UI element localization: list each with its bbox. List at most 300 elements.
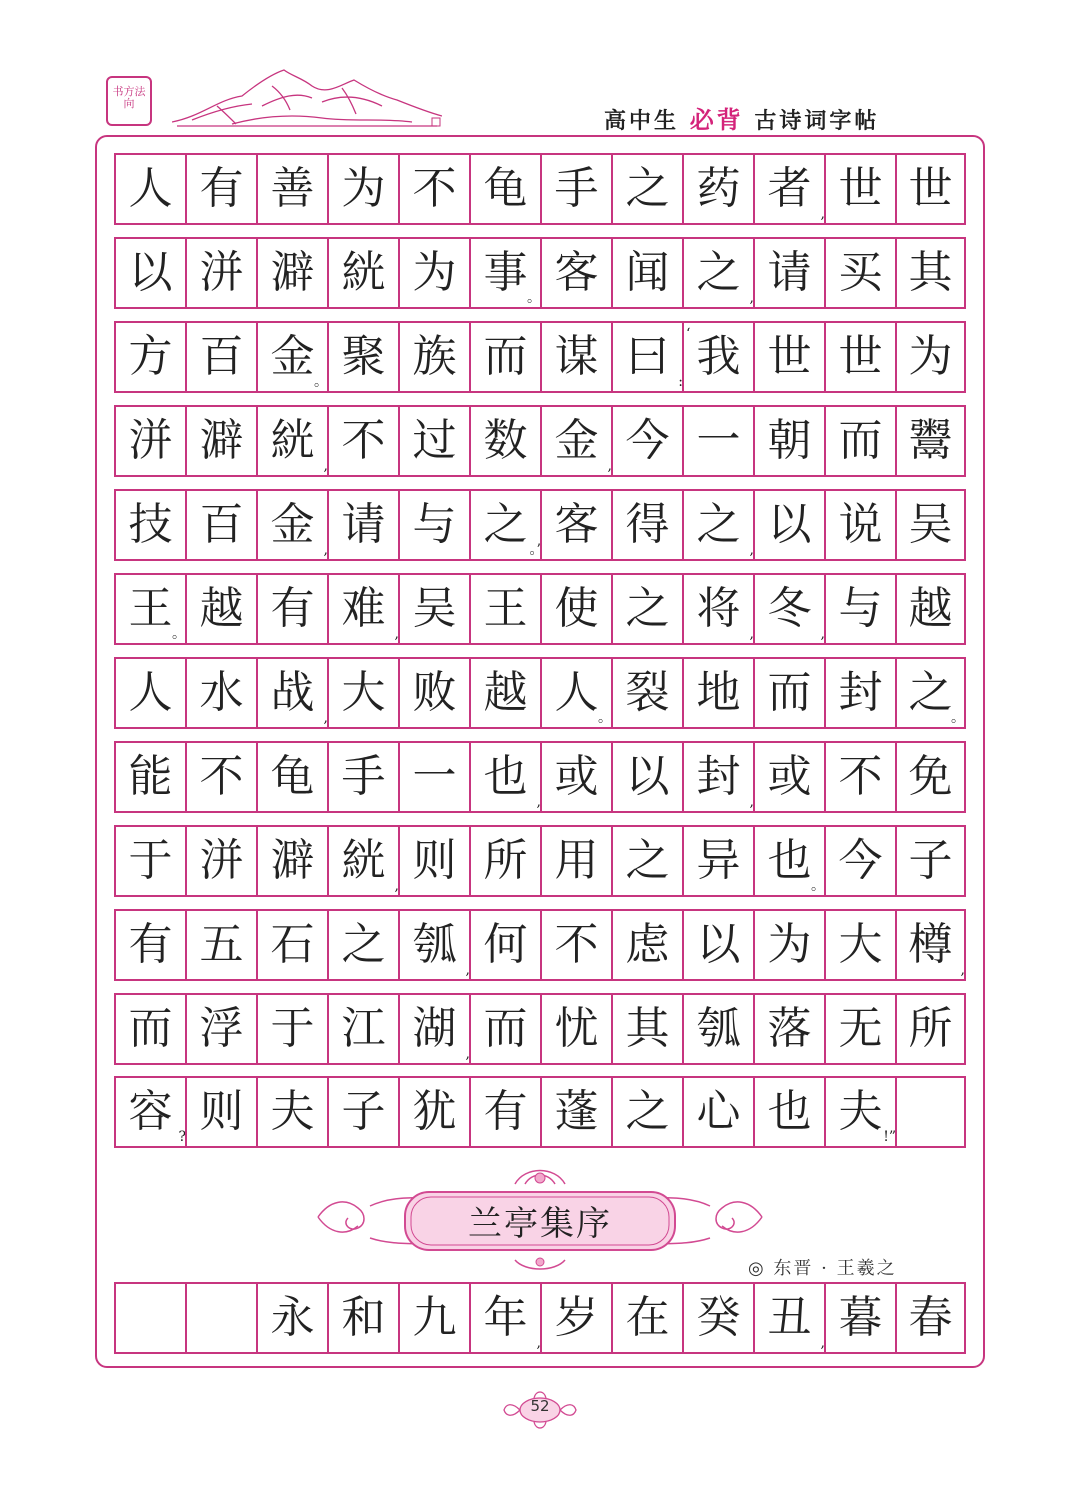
- cell-character: 手: [554, 163, 599, 214]
- grid-cell: [540, 573, 611, 645]
- cell-character: 不: [341, 415, 386, 466]
- grid-cell: [895, 1282, 966, 1354]
- grid-cell: [256, 825, 327, 897]
- cell-character: 与: [412, 499, 457, 550]
- cell-character: 手: [341, 751, 386, 802]
- grid-cell: [398, 321, 469, 393]
- grid-row: [114, 237, 966, 309]
- cell-character: 樽: [908, 919, 953, 970]
- grid-cell: [114, 909, 185, 981]
- cell-character: 今: [625, 415, 670, 466]
- cell-character: 吴: [412, 583, 457, 634]
- cell-punctuation: 。: [811, 878, 825, 894]
- cell-character: 为: [341, 163, 386, 214]
- grid-cell: [256, 657, 327, 729]
- grid-cell: [469, 993, 540, 1065]
- cell-character: 夫: [270, 1086, 315, 1137]
- grid-cell: [469, 405, 540, 477]
- cell-character: 不: [412, 163, 457, 214]
- cell-character: 事: [483, 247, 528, 298]
- grid-cell: [469, 741, 540, 813]
- grid-cell: [824, 573, 895, 645]
- grid-cell: [540, 321, 611, 393]
- grid-cell: [611, 657, 682, 729]
- cell-character: 说: [838, 499, 883, 550]
- grid-cell: [824, 1282, 895, 1354]
- grid-cell: [114, 1076, 185, 1148]
- grid-cell: [895, 237, 966, 309]
- cell-character: 其: [908, 247, 953, 298]
- grid-row: [114, 405, 966, 477]
- grid-cell: [398, 825, 469, 897]
- grid-cell: [114, 321, 185, 393]
- cell-character: 请: [767, 247, 812, 298]
- grid-cell: [327, 825, 398, 897]
- cell-character: 岁: [554, 1292, 599, 1343]
- cell-character: 用: [554, 835, 599, 886]
- grid-cell: [185, 1076, 256, 1148]
- grid-cell: [753, 153, 824, 225]
- grid-cell: [682, 489, 753, 561]
- cell-character: 之: [625, 1086, 670, 1137]
- cell-character: 洴: [199, 835, 244, 886]
- cell-character: 请: [341, 499, 386, 550]
- cell-character: 以: [128, 247, 173, 298]
- cell-punctuation: ,: [323, 458, 328, 474]
- mountain-decoration: [172, 66, 442, 128]
- grid-cell: [398, 573, 469, 645]
- cell-character: 暮: [838, 1292, 883, 1343]
- grid-cell: [398, 405, 469, 477]
- cell-character: 裂: [625, 667, 670, 718]
- cell-character: 犹: [412, 1086, 457, 1137]
- grid-cell: [753, 1076, 824, 1148]
- grid-cell: [824, 237, 895, 309]
- publisher-logo: 书方法向: [106, 76, 152, 126]
- cell-character: 有: [483, 1086, 528, 1137]
- cell-punctuation: ,: [465, 962, 470, 978]
- cell-character: 之: [625, 583, 670, 634]
- poem-title: 兰亭集序: [468, 1204, 612, 1244]
- grid-cell: [256, 993, 327, 1065]
- grid-cell: [753, 405, 824, 477]
- grid-cell: [611, 1076, 682, 1148]
- cell-character: 以: [696, 919, 741, 970]
- cell-punctuation: 。: [527, 290, 541, 306]
- grid-cell: [611, 489, 682, 561]
- cell-punctuation: ,: [536, 794, 541, 810]
- cell-punctuation: ,: [820, 626, 825, 642]
- grid-cell: [753, 741, 824, 813]
- cell-character: 以: [767, 499, 812, 550]
- grid-row: [114, 825, 966, 897]
- grid-cell: [469, 825, 540, 897]
- grid-cell: [753, 909, 824, 981]
- cell-character: 越: [908, 583, 953, 634]
- grid-cell: [256, 573, 327, 645]
- cell-character: 也: [767, 835, 812, 886]
- cell-character: 聚: [341, 331, 386, 382]
- cell-open-quote: ‘: [686, 326, 691, 342]
- grid-cell: [611, 153, 682, 225]
- grid-cell: [824, 405, 895, 477]
- grid-cell: [540, 1282, 611, 1354]
- cell-character: 买: [838, 247, 883, 298]
- grid-cell: [611, 237, 682, 309]
- cell-character: 世: [908, 163, 953, 214]
- grid-cell: [540, 153, 611, 225]
- grid-cell: [753, 993, 824, 1065]
- cell-character: 澼: [199, 415, 244, 466]
- grid-cell: [185, 825, 256, 897]
- cell-character: 而: [838, 415, 883, 466]
- grid-cell: [327, 153, 398, 225]
- grid-cell: [895, 405, 966, 477]
- cell-character: 为: [908, 331, 953, 382]
- cell-character: 则: [199, 1086, 244, 1137]
- grid-row: [114, 1282, 966, 1354]
- grid-cell: [682, 825, 753, 897]
- grid-cell: [327, 405, 398, 477]
- grid-cell: [540, 489, 611, 561]
- grid-cell: [611, 405, 682, 477]
- grid-cell: [185, 993, 256, 1065]
- grid-cell: [185, 489, 256, 561]
- grid-cell: [327, 1282, 398, 1354]
- cell-character: 王: [483, 583, 528, 634]
- cell-character: 湖: [412, 1003, 457, 1054]
- cell-character: 则: [412, 835, 457, 886]
- cell-character: 或: [554, 751, 599, 802]
- cell-punctuation: ,: [749, 290, 754, 306]
- grid-cell: [682, 909, 753, 981]
- cell-character: 客: [554, 247, 599, 298]
- cell-character: 水: [199, 667, 244, 718]
- grid-cell: [753, 573, 824, 645]
- cell-character: 金: [554, 415, 599, 466]
- grid-cell: [611, 573, 682, 645]
- grid-cell: [398, 993, 469, 1065]
- grid-cell: [256, 1282, 327, 1354]
- grid-cell: [256, 321, 327, 393]
- grid-row: [114, 1076, 966, 1148]
- grid-row: [114, 489, 966, 561]
- cell-character: 年: [483, 1292, 528, 1343]
- grid-cell: [185, 573, 256, 645]
- grid-row: [114, 741, 966, 813]
- cell-character: 之: [625, 835, 670, 886]
- grid-cell: [398, 1076, 469, 1148]
- grid-cell: [824, 321, 895, 393]
- cell-character: 其: [625, 1003, 670, 1054]
- cell-character: 也: [767, 1086, 812, 1137]
- grid-cell: [114, 825, 185, 897]
- cell-character: 技: [128, 499, 173, 550]
- grid-cell: [398, 741, 469, 813]
- grid-cell: [682, 993, 753, 1065]
- grid-cell: [185, 321, 256, 393]
- cell-character: 药: [696, 163, 741, 214]
- grid-cell: [682, 573, 753, 645]
- cell-character: 越: [483, 667, 528, 718]
- cell-character: 曰: [625, 331, 670, 382]
- grid-cell: [682, 321, 753, 393]
- poem-author: ◎ 东晋 · 王羲之: [748, 1258, 897, 1279]
- grid-cell: [398, 237, 469, 309]
- cell-punctuation: ,: [394, 626, 399, 642]
- grid-cell: [398, 909, 469, 981]
- cell-character: 之: [625, 163, 670, 214]
- grid-cell: [185, 1282, 256, 1354]
- cell-character: 异: [696, 835, 741, 886]
- grid-cell: [327, 237, 398, 309]
- cell-character: 而: [128, 1003, 173, 1054]
- cell-character: 能: [128, 751, 173, 802]
- cell-character: 虑: [625, 919, 670, 970]
- cell-character: 封: [838, 667, 883, 718]
- grid-cell: [753, 1282, 824, 1354]
- grid-cell: [540, 237, 611, 309]
- cell-character: 之: [483, 499, 528, 550]
- cell-punctuation: ,: [394, 878, 399, 894]
- cell-character: 子: [341, 1086, 386, 1137]
- cell-character: 不: [199, 751, 244, 802]
- cell-character: 吴: [908, 499, 953, 550]
- cell-character: 容: [128, 1086, 173, 1137]
- cell-punctuation: 。’: [529, 542, 541, 558]
- grid-cell: [469, 1282, 540, 1354]
- cell-character: 我: [696, 331, 741, 382]
- grid-cell: [185, 237, 256, 309]
- grid-cell: [895, 993, 966, 1065]
- cell-punctuation: ,: [607, 458, 612, 474]
- cell-character: 一: [412, 751, 457, 802]
- grid-cell: [327, 489, 398, 561]
- cell-character: 冬: [767, 583, 812, 634]
- grid-cell: [824, 153, 895, 225]
- cell-character: 数: [483, 415, 528, 466]
- cell-character: 与: [838, 583, 883, 634]
- cell-character: 越: [199, 583, 244, 634]
- cell-character: 大: [341, 667, 386, 718]
- grid-cell: [611, 909, 682, 981]
- grid-cell: [540, 1076, 611, 1148]
- grid-cell: [895, 489, 966, 561]
- grid-cell: [469, 153, 540, 225]
- grid-cell: [256, 1076, 327, 1148]
- cell-character: 有: [270, 583, 315, 634]
- grid-cell: [895, 741, 966, 813]
- cell-character: 不: [554, 919, 599, 970]
- grid-cell: [398, 489, 469, 561]
- grid-cell: [256, 153, 327, 225]
- cell-punctuation: 。: [172, 626, 186, 642]
- cell-character: 忧: [554, 1003, 599, 1054]
- cell-character: 于: [128, 835, 173, 886]
- cell-character: 瓠: [696, 1003, 741, 1054]
- cell-character: 免: [908, 751, 953, 802]
- grid-cell: [469, 321, 540, 393]
- cell-character: 澼: [270, 247, 315, 298]
- cell-character: 洴: [199, 247, 244, 298]
- grid-cell: [327, 321, 398, 393]
- cell-character: 者: [767, 163, 812, 214]
- cell-punctuation: ,: [820, 1335, 825, 1351]
- cell-character: 朝: [767, 415, 812, 466]
- cell-character: 金: [270, 331, 315, 382]
- cell-character: 世: [767, 331, 812, 382]
- cell-punctuation: ,: [960, 962, 965, 978]
- grid-cell: [185, 405, 256, 477]
- cell-character: 使: [554, 583, 599, 634]
- cell-character: 王: [128, 583, 173, 634]
- cell-character: 洴: [128, 415, 173, 466]
- cell-punctuation: ,: [465, 1046, 470, 1062]
- grid-row: [114, 993, 966, 1065]
- grid-cell: [682, 1282, 753, 1354]
- cell-character: 方: [128, 331, 173, 382]
- grid-cell: [185, 153, 256, 225]
- grid-cell: [611, 1282, 682, 1354]
- grid-cell: [327, 1076, 398, 1148]
- cell-punctuation: ,: [820, 206, 825, 222]
- grid-cell: [611, 741, 682, 813]
- grid-cell: [469, 489, 540, 561]
- cell-character: 石: [270, 919, 315, 970]
- cell-character: 世: [838, 163, 883, 214]
- book-title: [604, 100, 879, 135]
- cell-character: 过: [412, 415, 457, 466]
- grid-cell: [824, 657, 895, 729]
- grid-cell: [895, 321, 966, 393]
- cell-character: 龟: [483, 163, 528, 214]
- cell-character: 鬻: [908, 415, 953, 466]
- grid-cell: [895, 909, 966, 981]
- grid-cell: [682, 741, 753, 813]
- cell-character: 之: [908, 667, 953, 718]
- cell-punctuation: ,: [749, 542, 754, 558]
- cell-punctuation: ,: [749, 794, 754, 810]
- cell-character: 世: [838, 331, 883, 382]
- cell-character: 金: [270, 499, 315, 550]
- cell-character: 为: [767, 919, 812, 970]
- grid-cell: [682, 405, 753, 477]
- grid-cell: [540, 657, 611, 729]
- cell-character: 谋: [554, 331, 599, 382]
- cell-character: 人: [554, 667, 599, 718]
- page-number: 52: [530, 1397, 550, 1415]
- book-title-prefix: 高中生: [604, 109, 680, 134]
- book-title-accent: 必背: [689, 106, 744, 134]
- cell-punctuation: :: [678, 374, 683, 390]
- cell-character: 九: [412, 1292, 457, 1343]
- grid-row: [114, 657, 966, 729]
- cell-character: 百: [199, 331, 244, 382]
- grid-cell: [611, 993, 682, 1065]
- cell-character: 而: [483, 1003, 528, 1054]
- cell-character: 人: [128, 163, 173, 214]
- cell-punctuation: ?: [178, 1129, 186, 1145]
- grid-cell: [256, 405, 327, 477]
- book-title-suffix: 古诗词字帖: [754, 109, 880, 134]
- cell-character: 将: [696, 583, 741, 634]
- grid-cell: [540, 405, 611, 477]
- grid-cell: [327, 993, 398, 1065]
- grid-cell: [682, 1076, 753, 1148]
- grid-cell: [327, 741, 398, 813]
- cell-punctuation: 。: [598, 710, 612, 726]
- cell-punctuation: !”: [883, 1129, 896, 1145]
- grid-cell: [611, 825, 682, 897]
- grid-cell: [327, 573, 398, 645]
- cell-character: 客: [554, 499, 599, 550]
- cell-character: 所: [483, 835, 528, 886]
- cell-character: 和: [341, 1292, 386, 1343]
- grid-cell: [398, 153, 469, 225]
- cell-character: 子: [908, 835, 953, 886]
- cell-character: 为: [412, 247, 457, 298]
- grid-cell: [327, 657, 398, 729]
- grid-cell: [824, 825, 895, 897]
- grid-cell: [185, 741, 256, 813]
- grid-cell: [824, 741, 895, 813]
- grid-cell: [114, 573, 185, 645]
- cell-character: 蓬: [554, 1086, 599, 1137]
- grid-cell: [398, 1282, 469, 1354]
- grid-cell: [824, 1076, 895, 1148]
- cell-character: 而: [767, 667, 812, 718]
- grid-cell: [611, 321, 682, 393]
- grid-cell: [469, 573, 540, 645]
- grid-cell: [895, 1076, 966, 1148]
- cell-character: 战: [270, 667, 315, 718]
- grid-cell: [895, 657, 966, 729]
- grid-cell: [540, 825, 611, 897]
- grid-cell: [114, 993, 185, 1065]
- cell-character: 之: [696, 247, 741, 298]
- cell-punctuation: ,: [749, 626, 754, 642]
- grid-cell: [540, 909, 611, 981]
- grid-cell: [114, 741, 185, 813]
- grid-cell: [895, 153, 966, 225]
- cell-character: 之: [341, 919, 386, 970]
- grid-cell: [256, 237, 327, 309]
- grid-cell: [469, 657, 540, 729]
- grid-row: [114, 573, 966, 645]
- cell-character: 一: [696, 415, 741, 466]
- grid-cell: [682, 657, 753, 729]
- cell-character: 落: [767, 1003, 812, 1054]
- grid-cell: [256, 489, 327, 561]
- cell-character: 或: [767, 751, 812, 802]
- grid-cell: [256, 909, 327, 981]
- grid-cell: [398, 657, 469, 729]
- cell-character: 人: [128, 667, 173, 718]
- grid-cell: [682, 153, 753, 225]
- cell-character: 在: [625, 1292, 670, 1343]
- cell-punctuation: ,: [536, 1335, 541, 1351]
- grid-cell: [114, 153, 185, 225]
- cell-character: 有: [199, 163, 244, 214]
- cell-character: 也: [483, 751, 528, 802]
- grid-cell: [256, 741, 327, 813]
- cell-character: 澼: [270, 835, 315, 886]
- cell-character: 善: [270, 163, 315, 214]
- cell-punctuation: 。: [314, 374, 328, 390]
- grid-cell: [114, 405, 185, 477]
- grid-cell: [114, 237, 185, 309]
- grid-cell: [824, 909, 895, 981]
